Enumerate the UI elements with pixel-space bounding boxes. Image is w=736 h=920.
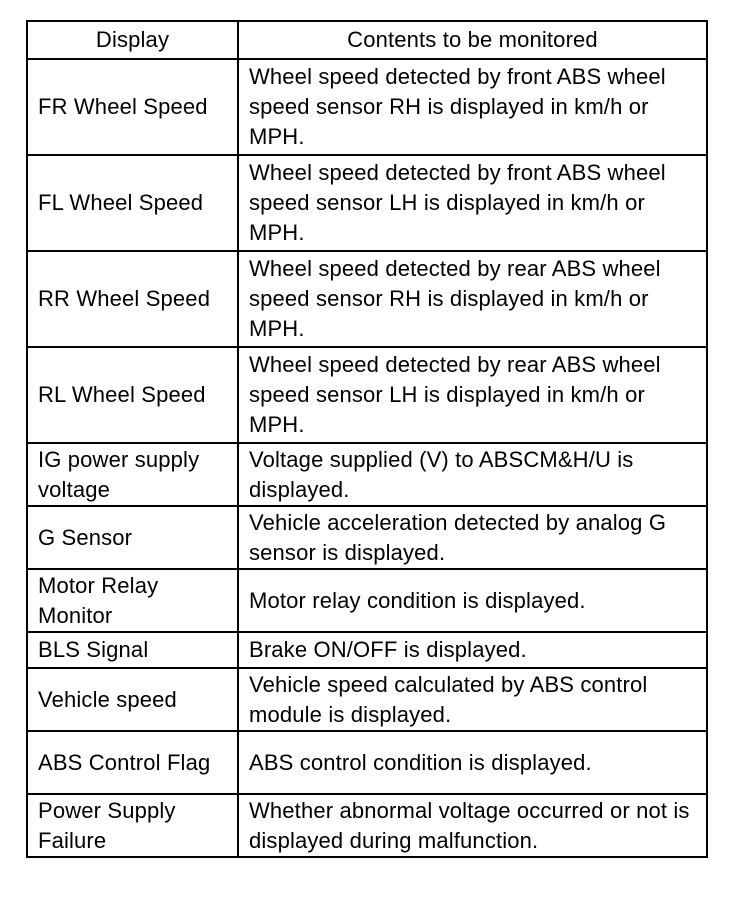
table-row (27, 506, 707, 569)
display-cell: FL Wheel Speed (27, 155, 238, 251)
contents-cell: ABS control condition is displayed. (238, 731, 707, 794)
display-cell: ABS Control Flag (27, 731, 238, 794)
monitor-item-table (26, 20, 708, 858)
display-cell: Power Supply Failure (27, 794, 238, 857)
table-row (27, 443, 707, 506)
display-cell: RL Wheel Speed (27, 347, 238, 443)
display-cell: Motor Relay Monitor (27, 569, 238, 632)
table-row (27, 569, 707, 632)
contents-cell: Brake ON/OFF is displayed. (238, 632, 707, 668)
table-row (27, 668, 707, 731)
contents-cell: Motor relay condition is displayed. (238, 569, 707, 632)
table-row (27, 155, 707, 251)
table-row (27, 59, 707, 155)
header-display: Display (27, 21, 238, 59)
table-row (27, 632, 707, 668)
monitor-item-table-container (26, 20, 706, 858)
contents-cell: Vehicle acceleration detected by analog G sensor is displayed. (238, 506, 707, 569)
display-cell: G Sensor (27, 506, 238, 569)
display-cell: Vehicle speed (27, 668, 238, 731)
table-row (27, 347, 707, 443)
display-cell: IG power supply voltage (27, 443, 238, 506)
contents-cell: Wheel speed detected by front ABS wheel speed sensor RH is displayed in km/h or MPH. (238, 59, 707, 155)
display-cell: BLS Signal (27, 632, 238, 668)
table-row (27, 794, 707, 857)
header-contents: Contents to be monitored (238, 21, 707, 59)
contents-cell: Vehicle speed calculated by ABS control module is displayed. (238, 668, 707, 731)
display-cell: RR Wheel Speed (27, 251, 238, 347)
display-cell: FR Wheel Speed (27, 59, 238, 155)
contents-cell: Wheel speed detected by rear ABS wheel speed sensor LH is displayed in km/h or MPH. (238, 347, 707, 443)
table-row (27, 731, 707, 794)
table-header-row (27, 21, 707, 59)
contents-cell: Wheel speed detected by rear ABS wheel speed sensor RH is displayed in km/h or MPH. (238, 251, 707, 347)
table-row (27, 251, 707, 347)
contents-cell: Whether abnormal voltage occurred or not is displayed during malfunction. (238, 794, 707, 857)
contents-cell: Wheel speed detected by front ABS wheel speed sensor LH is displayed in km/h or MPH. (238, 155, 707, 251)
contents-cell: Voltage supplied (V) to ABSCM&H/U is displayed. (238, 443, 707, 506)
